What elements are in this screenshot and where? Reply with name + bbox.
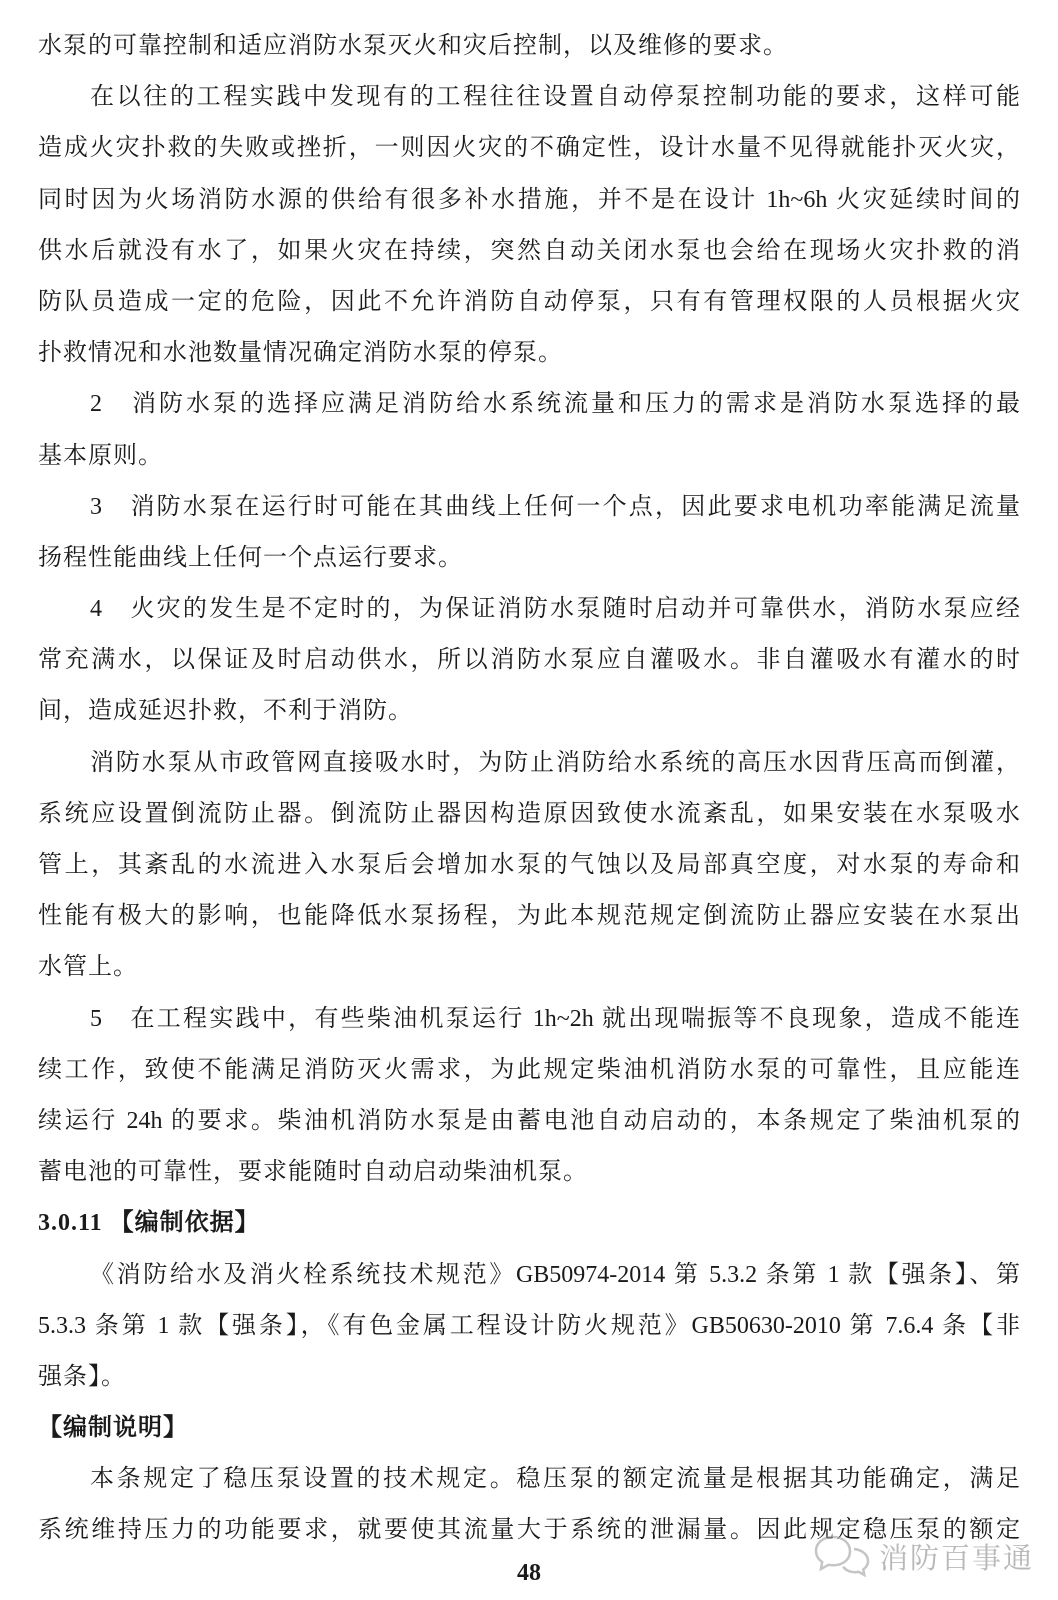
text-line: 续运行 24h 的要求。柴油机消防水泵是由蓄电池自动启动的，本条规定了柴油机泵的 <box>38 1107 1020 1134</box>
text-line: 造成火灾扑救的失败或挫折，一则因火灾的不确定性，设计水量不见得就能扑灭火灾， <box>38 135 1020 162</box>
text-line: 本条规定了稳压泵设置的技术规定。稳压泵的额定流量是根据其功能确定，满足 <box>90 1466 1020 1493</box>
text-line: 在以往的工程实践中发现有的工程往往设置自动停泵控制功能的要求，这样可能 <box>90 84 1020 111</box>
text-line: 《消防给水及消火栓系统技术规范》GB50974-2014 第 5.3.2 条第 1 款【强条】、第 <box>90 1261 1020 1288</box>
watermark-label: 消防百事通 <box>878 1542 1034 1575</box>
page-number: 48 <box>517 1560 541 1586</box>
text-line: 2 消防水泵的选择应满足消防给水系统流量和压力的需求是消防水泵选择的最 <box>90 391 1020 418</box>
text-line: 强条】。 <box>38 1363 126 1390</box>
text-line: 系统应设置倒流防止器。倒流防止器因构造原因致使水流紊乱，如果安装在水泵吸水 <box>38 800 1020 827</box>
text-line: 同时因为火场消防水源的供给有很多补水措施，并不是在设计 1h~6h 火灾延续时间的 <box>38 186 1020 213</box>
text-line: 扑救情况和水池数量情况确定消防水泵的停泵。 <box>38 340 563 367</box>
text-line: 基本原则。 <box>38 442 163 469</box>
text-line: 水泵的可靠控制和适应消防水泵灭火和灾后控制，以及维修的要求。 <box>38 33 788 59</box>
text-line: 5.3.3 条第 1 款【强条】，《有色金属工程设计防火规范》GB50630-2010 第 7.6.4 条【非 <box>38 1312 1020 1339</box>
text-line: 供水后就没有水了，如果火灾在持续，突然自动关闭水泵也会给在现场火灾扑救的消 <box>38 237 1020 264</box>
text-line: 续工作，致使不能满足消防灭火需求，为此规定柴油机消防水泵的可靠性，且应能连 <box>38 1056 1020 1083</box>
text-line: 防队员造成一定的危险，因此不允许消防自动停泵，只有有管理权限的人员根据火灾 <box>38 288 1020 315</box>
text-line: 3 消防水泵在运行时可能在其曲线上任何一个点，因此要求电机功率能满足流量 <box>90 493 1020 520</box>
text-line: 【编制说明】 <box>38 1415 188 1442</box>
text-line: 水管上。 <box>38 954 138 981</box>
text-line: 常充满水，以保证及时启动供水，所以消防水泵应自灌吸水。非自灌吸水有灌水的时 <box>38 647 1020 674</box>
text-line: 间，造成延迟扑救，不利于消防。 <box>38 698 413 725</box>
text-line: 管上，其紊乱的水流进入水泵后会增加水泵的气蚀以及局部真空度，对水泵的寿命和 <box>38 852 1020 878</box>
text-line: 3.0.11 【编制依据】 <box>38 1210 260 1237</box>
text-line: 扬程性能曲线上任何一个点运行要求。 <box>38 544 463 571</box>
text-line: 系统维持压力的功能要求，就要使其流量大于系统的泄漏量。因此规定稳压泵的额定 <box>38 1517 1020 1544</box>
text-line: 消防水泵从市政管网直接吸水时，为防止消防给水系统的高压水因背压高而倒灌， <box>90 749 1020 776</box>
text-line: 5 在工程实践中，有些柴油机泵运行 1h~2h 就出现喘振等不良现象，造成不能连 <box>90 1005 1020 1032</box>
text-block <box>38 21 1020 1557</box>
text-line: 4 火灾的发生是不定时的，为保证消防水泵随时启动并可靠供水，消防水泵应经 <box>90 596 1020 623</box>
text-line: 性能有极大的影响，也能降低水泵扬程，为此本规范规定倒流防止器应安装在水泵出 <box>38 903 1020 930</box>
text-line: 蓄电池的可靠性，要求能随时自动启动柴油机泵。 <box>38 1159 588 1186</box>
